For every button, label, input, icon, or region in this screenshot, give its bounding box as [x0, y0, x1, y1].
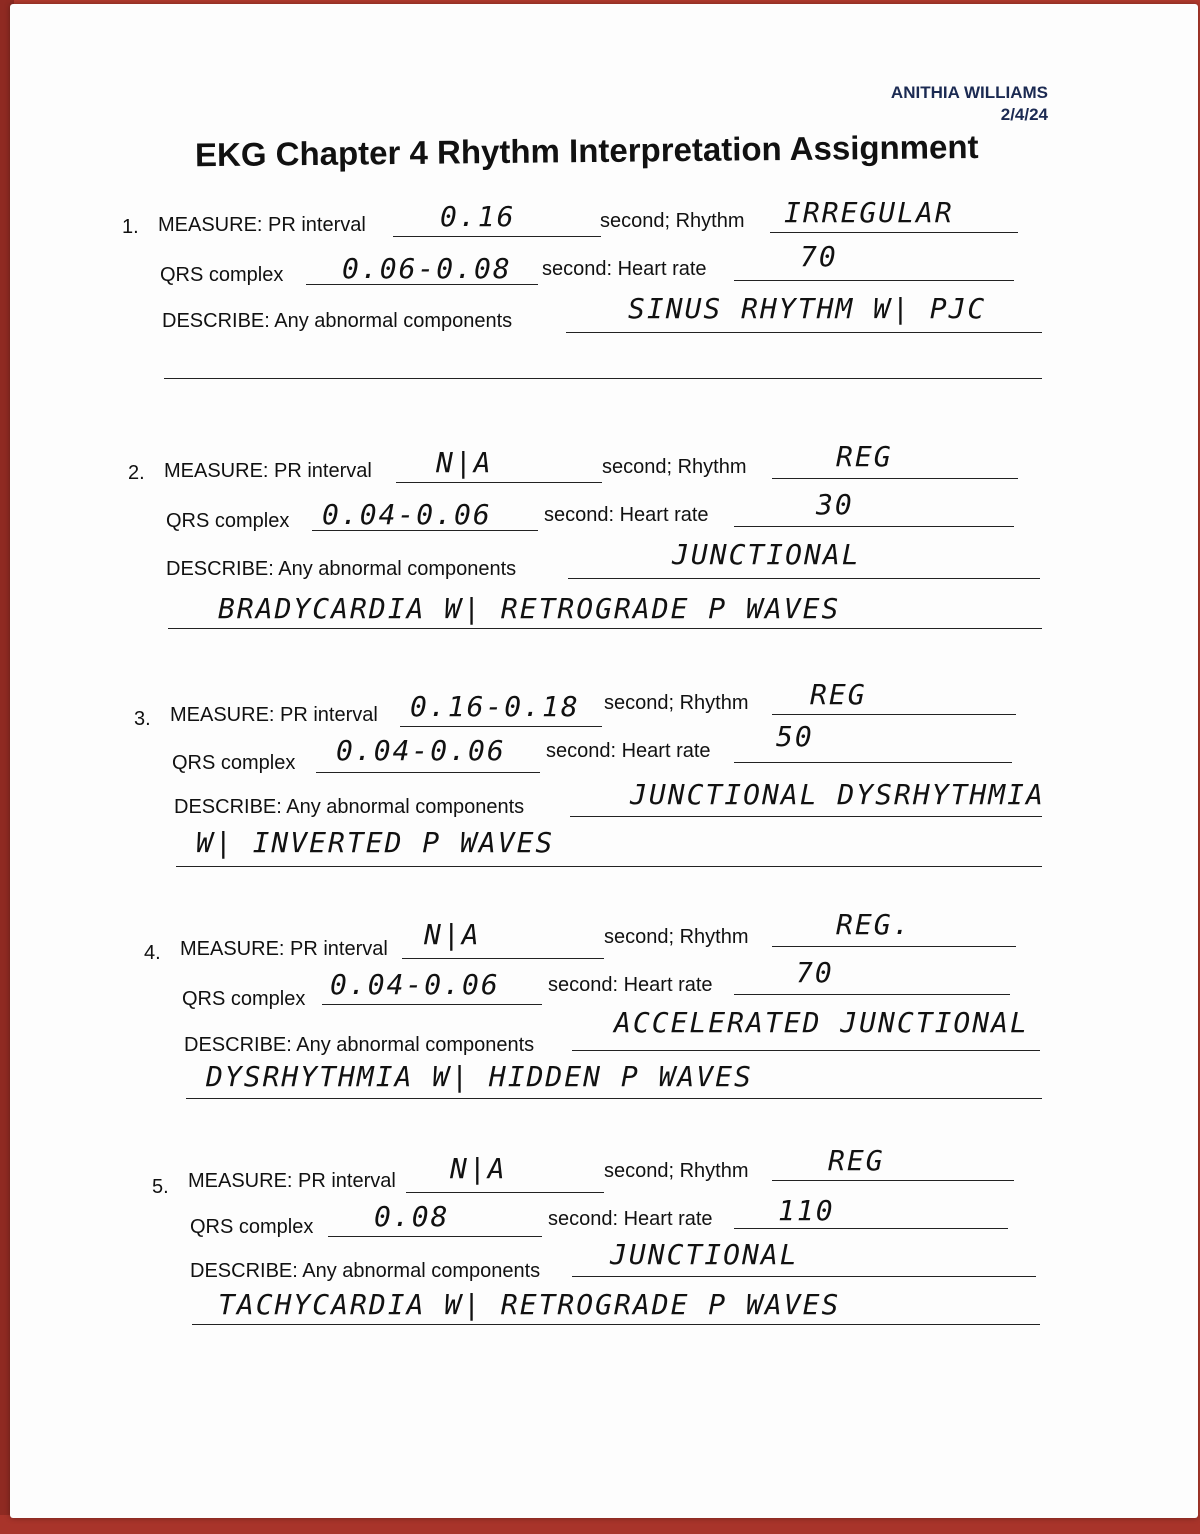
qrs-complex-answer: 0.04-0.06 [336, 734, 506, 767]
heart-rate-answer: 50 [776, 720, 814, 753]
heart-rate-label: second: Heart rate [542, 258, 707, 280]
rhythm-line [772, 478, 1018, 479]
pr-interval-label: MEASURE: PR interval [158, 214, 366, 236]
rhythm-line [772, 1180, 1014, 1181]
describe-answer-1: ACCELERATED JUNCTIONAL [614, 1006, 1029, 1039]
qrs-complex-label: QRS complex [166, 510, 290, 532]
heart-rate-answer: 70 [800, 240, 838, 273]
pr-interval-line [396, 482, 602, 483]
rhythm-answer: IRREGULAR [784, 196, 954, 229]
describe-line-1 [566, 332, 1042, 333]
pr-interval-answer: 0.16 [440, 200, 516, 233]
describe-line-1 [572, 1276, 1036, 1277]
qrs-complex-answer: 0.04-0.06 [330, 968, 500, 1001]
question-number: 2. [128, 462, 145, 484]
pr-interval-label: MEASURE: PR interval [170, 704, 378, 726]
pr-interval-label: MEASURE: PR interval [164, 460, 372, 482]
pr-interval-line [393, 236, 601, 237]
rhythm-answer: REG [810, 678, 867, 711]
describe-label: DESCRIBE: Any abnormal components [174, 796, 525, 818]
page-title: EKG Chapter 4 Rhythm Interpretation Assignment [194, 127, 979, 174]
rhythm-label: second; Rhythm [604, 1160, 749, 1182]
describe-label: DESCRIBE: Any abnormal components [166, 558, 517, 580]
qrs-complex-answer: 0.08 [374, 1200, 450, 1233]
heart-rate-answer: 30 [816, 488, 854, 521]
qrs-complex-label: QRS complex [172, 752, 296, 774]
qrs-complex-label: QRS complex [182, 988, 306, 1010]
rhythm-label: second; Rhythm [604, 926, 749, 948]
student-name: ANITHIA WILLIAMS [890, 83, 1048, 102]
qrs-complex-line [322, 1004, 542, 1005]
describe-answer-2: DYSRHYTHMIA W| HIDDEN P WAVES [206, 1060, 753, 1093]
describe-answer-1: SINUS RHYTHM W| PJC [628, 292, 987, 325]
rhythm-line [770, 232, 1018, 233]
describe-label: DESCRIBE: Any abnormal components [190, 1260, 541, 1282]
heart-rate-line [734, 526, 1014, 527]
describe-line-2 [186, 1098, 1042, 1099]
qrs-complex-label: QRS complex [190, 1216, 314, 1238]
question-4 [10, 910, 1198, 1140]
describe-line-1 [568, 578, 1040, 579]
describe-line-1 [570, 816, 1042, 817]
describe-answer-1: JUNCTIONAL DYSRHYTHMIA [630, 778, 1045, 811]
describe-answer-1: JUNCTIONAL [610, 1238, 799, 1271]
heart-rate-line [734, 280, 1014, 281]
heart-rate-label: second: Heart rate [548, 1208, 713, 1230]
rhythm-answer: REG [836, 440, 893, 473]
heart-rate-answer: 110 [778, 1194, 835, 1227]
qrs-complex-label: QRS complex [160, 264, 284, 286]
heart-rate-answer: 70 [796, 956, 834, 989]
rhythm-label: second; Rhythm [602, 456, 747, 478]
question-1 [10, 194, 1198, 424]
assignment-date: 2/4/24 [1000, 105, 1048, 124]
question-5 [10, 1144, 1198, 1374]
describe-label: DESCRIBE: Any abnormal components [162, 310, 513, 332]
question-2 [10, 440, 1198, 670]
describe-label: DESCRIBE: Any abnormal components [184, 1034, 535, 1056]
pr-interval-label: MEASURE: PR interval [180, 938, 388, 960]
pr-interval-line [400, 726, 602, 727]
rhythm-line [772, 714, 1016, 715]
heart-rate-line [734, 762, 1012, 763]
question-number: 5. [152, 1176, 169, 1198]
worksheet-paper [10, 4, 1198, 1518]
name-date-block [891, 82, 1048, 126]
pr-interval-answer: N|A [436, 446, 493, 479]
qrs-complex-answer: 0.06-0.08 [342, 252, 512, 285]
pr-interval-answer: 0.16-0.18 [410, 690, 580, 723]
qrs-complex-answer: 0.04-0.06 [322, 498, 492, 531]
describe-answer-2: TACHYCARDIA W| RETROGRADE P WAVES [218, 1288, 841, 1321]
pr-interval-label: MEASURE: PR interval [188, 1170, 396, 1192]
heart-rate-label: second: Heart rate [546, 740, 711, 762]
describe-line-1 [572, 1050, 1040, 1051]
describe-answer-2: BRADYCARDIA W| RETROGRADE P WAVES [218, 592, 841, 625]
question-3 [10, 676, 1198, 906]
pr-interval-answer: N|A [450, 1152, 507, 1185]
question-number: 1. [122, 216, 139, 238]
describe-line-2 [164, 378, 1042, 379]
rhythm-label: second; Rhythm [604, 692, 749, 714]
pr-interval-line [406, 1192, 604, 1193]
pr-interval-answer: N|A [424, 918, 481, 951]
qrs-complex-line [328, 1236, 542, 1237]
heart-rate-label: second: Heart rate [548, 974, 713, 996]
rhythm-line [772, 946, 1016, 947]
describe-line-2 [192, 1324, 1040, 1325]
question-number: 3. [134, 708, 151, 730]
describe-answer-1: JUNCTIONAL [672, 538, 861, 571]
rhythm-label: second; Rhythm [600, 210, 745, 232]
heart-rate-line [734, 1228, 1008, 1229]
describe-answer-2: W| INVERTED P WAVES [196, 826, 555, 859]
rhythm-answer: REG. [836, 908, 912, 941]
question-number: 4. [144, 942, 161, 964]
qrs-complex-line [316, 772, 540, 773]
describe-line-2 [176, 866, 1042, 867]
heart-rate-line [734, 994, 1010, 995]
rhythm-answer: REG [828, 1144, 885, 1177]
heart-rate-label: second: Heart rate [544, 504, 709, 526]
describe-line-2 [168, 628, 1042, 629]
pr-interval-line [402, 958, 604, 959]
